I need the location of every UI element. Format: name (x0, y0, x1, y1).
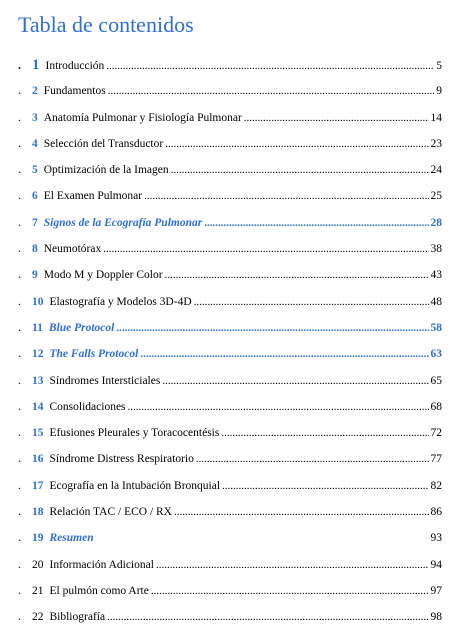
toc-label: Síndromes Intersticiales (49, 374, 161, 387)
toc-bullet: . (18, 609, 21, 624)
toc-leader (165, 269, 429, 281)
toc-entry[interactable] (0, 290, 464, 316)
toc-bullet: . (18, 293, 21, 308)
toc-leader (106, 60, 434, 72)
toc-number: 11 (32, 321, 43, 334)
toc-entry[interactable] (0, 395, 464, 421)
toc-bullet: . (18, 241, 21, 256)
toc-number: 2 (32, 85, 38, 98)
toc-number: 14 (32, 400, 44, 413)
toc-entry[interactable] (0, 158, 464, 184)
toc-title: Tabla de contenidos (18, 12, 194, 37)
toc-page: 98 (430, 611, 442, 624)
toc-bullet: . (18, 58, 21, 72)
toc-bullet: . (18, 162, 21, 177)
toc-number: 22 (32, 611, 44, 624)
toc-entry[interactable] (0, 106, 464, 132)
toc-bullet: . (18, 372, 21, 387)
toc-number: 5 (32, 164, 38, 177)
toc-page: 72 (430, 427, 442, 440)
toc-leader (165, 138, 428, 150)
toc-leader (107, 611, 428, 623)
toc-number: 1 (32, 57, 40, 73)
toc-label: The Falls Protocol (49, 348, 139, 361)
toc-number: 20 (32, 558, 44, 571)
toc-label: Resumen (49, 532, 94, 545)
toc-leader (140, 348, 428, 360)
toc-entry[interactable] (0, 553, 464, 579)
toc-bullet: . (18, 188, 21, 203)
toc-leader (162, 375, 428, 387)
toc-label: Relación TAC / ECO / RX (49, 506, 172, 519)
toc-label: Introducción (45, 60, 105, 72)
toc-leader (222, 480, 428, 492)
toc-page: 77 (430, 453, 442, 466)
toc-page: 28 (430, 216, 442, 229)
toc-bullet: . (18, 477, 21, 492)
toc-leader (103, 243, 428, 255)
toc-number: 9 (32, 269, 38, 282)
toc-entry[interactable] (0, 526, 464, 552)
toc-bullet: . (18, 582, 21, 597)
toc-bullet: . (18, 556, 21, 571)
toc-label: Consolidaciones (49, 400, 126, 413)
toc-label: Elastografía y Modelos 3D-4D (49, 295, 192, 308)
toc-entry[interactable] (0, 474, 464, 500)
toc-leader (221, 427, 428, 439)
toc-number: 16 (32, 453, 44, 466)
toc-label: Fundamentos (43, 85, 106, 98)
toc-label: El Examen Pulmonar (43, 190, 143, 203)
toc-number: 15 (32, 427, 44, 440)
toc-bullet: . (18, 530, 21, 545)
toc-leader (116, 322, 428, 334)
toc-list (0, 53, 464, 632)
toc-number: 10 (32, 295, 44, 308)
toc-number: 21 (32, 584, 44, 597)
toc-number: 18 (32, 506, 44, 519)
toc-leader (144, 190, 428, 202)
toc-leader (244, 112, 429, 124)
toc-bullet: . (18, 504, 21, 519)
toc-page: 14 (430, 111, 442, 124)
toc-entry[interactable] (0, 342, 464, 368)
toc-leader (108, 85, 435, 97)
toc-bullet: . (18, 398, 21, 413)
toc-number: 7 (32, 216, 38, 229)
toc-label: Efusiones Pleurales y Toracocentésis (49, 427, 220, 440)
toc-label: Bibliografía (49, 611, 106, 624)
toc-entry[interactable] (0, 263, 464, 289)
toc-page: 58 (430, 321, 442, 334)
toc-bullet: . (18, 214, 21, 229)
toc-bullet: . (18, 319, 21, 334)
toc-bullet: . (18, 451, 21, 466)
toc-leader (194, 296, 429, 308)
toc-bullet: . (18, 83, 21, 98)
toc-bullet: . (18, 267, 21, 282)
toc-entry[interactable] (0, 184, 464, 210)
toc-label: Blue Protocol (48, 321, 115, 334)
toc-page: 86 (430, 506, 442, 519)
toc-page: 9 (436, 85, 442, 98)
toc-leader (151, 585, 429, 597)
toc-leader (128, 401, 429, 413)
toc-number: 19 (32, 532, 44, 545)
toc-page: 93 (430, 532, 442, 545)
toc-page: 48 (430, 295, 442, 308)
toc-number: 17 (32, 479, 44, 492)
toc-entry[interactable] (0, 447, 464, 473)
toc-entry[interactable] (0, 53, 464, 79)
toc-bullet: . (18, 425, 21, 440)
toc-label: Anatomía Pulmonar y Fisiología Pulmonar (43, 111, 242, 124)
toc-leader (204, 217, 428, 229)
toc-entry[interactable] (0, 605, 464, 631)
toc-page: 65 (430, 374, 442, 387)
toc-leader (174, 506, 429, 518)
toc-entry[interactable] (0, 369, 464, 395)
toc-label: Síndrome Distress Respiratorio (49, 453, 194, 466)
toc-number: 4 (32, 137, 38, 150)
toc-leader (156, 559, 429, 571)
toc-page: 5 (436, 60, 442, 72)
toc-page: 24 (430, 164, 442, 177)
toc-label: Modo M y Doppler Color (43, 269, 163, 282)
toc-number: 3 (32, 111, 38, 124)
toc-number: 8 (32, 243, 38, 256)
toc-number: 13 (32, 374, 44, 387)
toc-entry[interactable] (0, 579, 464, 605)
toc-label: Selección del Transductor (43, 137, 164, 150)
toc-label: Información Adicional (49, 558, 154, 571)
toc-page: 38 (430, 243, 442, 256)
toc-label: El pulmón como Arte (49, 584, 149, 597)
toc-number: 12 (32, 348, 44, 361)
toc-bullet: . (18, 346, 21, 361)
toc-page: 23 (430, 137, 442, 150)
toc-page: 82 (430, 479, 442, 492)
toc-number: 6 (32, 190, 38, 203)
toc-bullet: . (18, 109, 21, 124)
toc-leader (196, 453, 429, 465)
toc-label: Ecografía en la Intubación Bronquial (49, 479, 221, 492)
toc-page: 97 (430, 584, 442, 597)
toc-page: 63 (430, 348, 442, 361)
toc-page: 94 (430, 558, 442, 571)
toc-entry[interactable] (0, 316, 464, 342)
toc-label: Neumotórax (43, 243, 102, 256)
toc-entry[interactable] (0, 500, 464, 526)
toc-entry[interactable] (0, 421, 464, 447)
toc-entry[interactable] (0, 211, 464, 237)
toc-bullet: . (18, 135, 21, 150)
toc-entry[interactable] (0, 79, 464, 105)
toc-label: Optimización de la Imagen (43, 164, 169, 177)
toc-page: 68 (430, 400, 442, 413)
toc-page: 25 (430, 190, 442, 203)
toc-entry[interactable] (0, 132, 464, 158)
toc-leader (171, 164, 429, 176)
toc-entry[interactable] (0, 237, 464, 263)
toc-page: 43 (430, 269, 442, 282)
toc-label: Signos de la Ecografía Pulmonar (43, 216, 203, 229)
